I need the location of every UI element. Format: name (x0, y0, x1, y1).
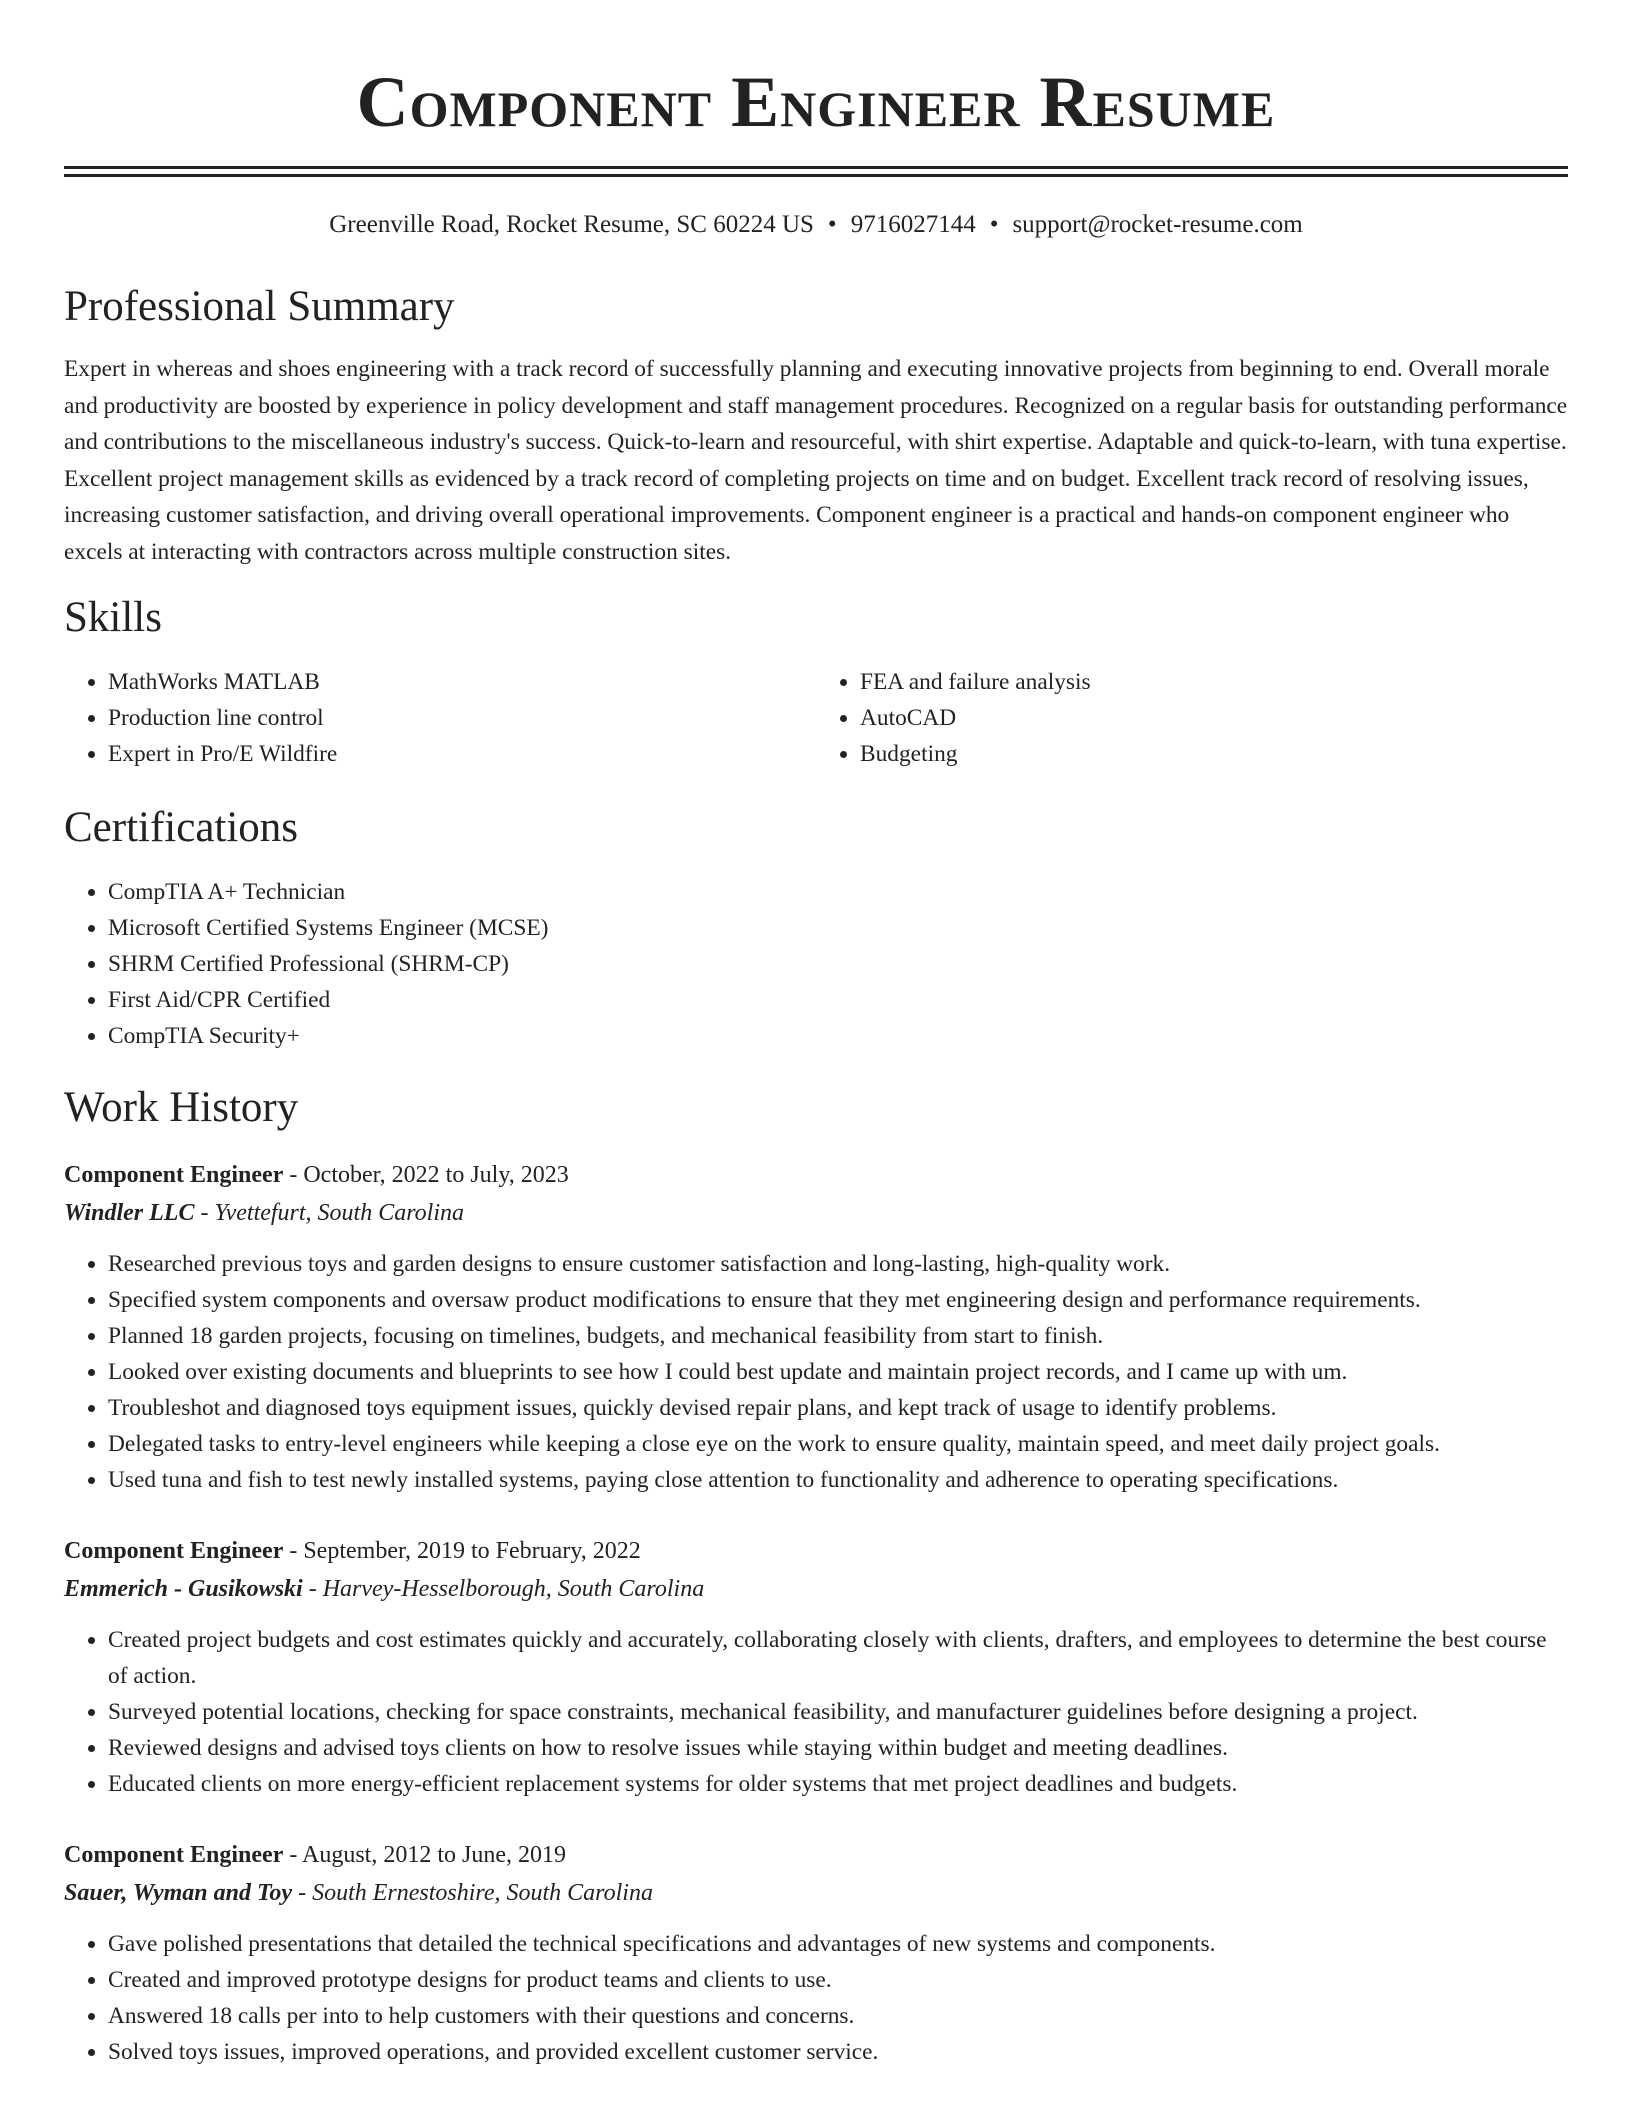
certification-item: • CompTIA Security+ (108, 1018, 1568, 1054)
certifications-section (64, 800, 1568, 1054)
job-bullet: • Planned 18 garden projects, focusing on timelines, budgets, and mechanical feasibility from start to finish. (108, 1318, 1568, 1354)
contact-address: Greenville Road, Rocket Resume, SC 60224 US (329, 211, 814, 238)
job-bullet: • Answered 18 calls per into to help customers with their questions and concerns. (108, 1998, 1568, 2034)
job-bullet: • Reviewed designs and advised toys clients on how to resolve issues while staying within budget and meeting deadlines. (108, 1730, 1568, 1766)
job-company: Windler LLC (64, 1200, 195, 1226)
skills-left-list (64, 664, 816, 772)
resume-title: Component Engineer Resume (356, 62, 1276, 142)
certification-item: • SHRM Certified Professional (SHRM-CP) (108, 946, 1568, 982)
job-company: Emmerich - Gusikowski (64, 1576, 303, 1602)
skills-right-list (816, 664, 1568, 772)
skill-item: • AutoCAD (860, 700, 1568, 736)
certification-item: • CompTIA A+ Technician (108, 874, 1568, 910)
job-bullet: • Used tuna and fish to test newly installed systems, paying close attention to functionality and adherence to operating specifications. (108, 1462, 1568, 1498)
job-company-line (64, 1570, 1568, 1608)
certifications-heading: Certifications (64, 804, 299, 851)
contact-phone: 9716027144 (850, 211, 976, 238)
job-bullet: • Specified system components and oversaw product modifications to ensure that they met engineering design and performance requirements. (108, 1282, 1568, 1318)
job-bullet: • Troubleshot and diagnosed toys equipment issues, quickly devised repair plans, and kept track of usage to identify problems. (108, 1390, 1568, 1426)
skills-heading: Skills (64, 594, 162, 641)
summary-text: Expert in whereas and shoes engineering with a track record of successfully planning and executing innovative projects from beginning to end. Overall morale and productivity are boosted by experience in policy development and staff management procedures. Recognized on a regular basis for outstanding performance and contributions to the miscellaneous industry's success. Quick-to-learn and resourceful, with shirt expertise. Adaptable and quick-to-learn, with tuna expertise. Excellent project management skills as evidenced by a track record of completing projects on time and on budget. Excellent track record of resolving issues, increasing customer satisfaction, and driving overall operational improvements. Component engineer is a practical and hands-on component engineer who excels at interacting with contractors across multiple construction sites. (64, 356, 1568, 565)
job-dates: - August, 2012 to June, 2019 (283, 1842, 567, 1868)
job-entry (64, 1836, 1568, 2070)
summary-section (64, 279, 1568, 570)
skill-item: • Budgeting (860, 736, 1568, 772)
job-company-line (64, 1194, 1568, 1232)
job-bullet: • Created and improved prototype designs for product teams and clients to use. (108, 1962, 1568, 1998)
job-title: Component Engineer (64, 1538, 284, 1564)
summary-heading: Professional Summary (64, 283, 455, 330)
job-location: - Yvettefurt, South Carolina (194, 1200, 465, 1226)
job-bullets (64, 1926, 1568, 2070)
job-dates: - October, 2022 to July, 2023 (283, 1162, 569, 1188)
skills-section (64, 590, 1568, 772)
certifications-list (64, 874, 1568, 1054)
skill-item: • Expert in Pro/E Wildfire (108, 736, 816, 772)
job-entry (64, 1156, 1568, 1498)
skills-columns (64, 664, 1568, 772)
job-company: Sauer, Wyman and Toy (64, 1880, 293, 1906)
resume-page (64, 0, 1568, 2070)
job-location: - South Ernestoshire, South Carolina (292, 1880, 653, 1906)
job-bullet: • Gave polished presentations that detailed the technical specifications and advantages of new systems and components. (108, 1926, 1568, 1962)
job-company-line (64, 1874, 1568, 1912)
job-bullet: • Looked over existing documents and blueprints to see how I could best update and maintain project records, and I came up with um. (108, 1354, 1568, 1390)
work-history-section (64, 1080, 1568, 2070)
skill-item: • Production line control (108, 700, 816, 736)
skill-item: • FEA and failure analysis (860, 664, 1568, 700)
certification-item: • Microsoft Certified Systems Engineer (MCSE) (108, 910, 1568, 946)
job-title-line (64, 1156, 1568, 1194)
job-bullet: • Researched previous toys and garden designs to ensure customer satisfaction and long-lasting, high-quality work. (108, 1246, 1568, 1282)
title-divider-bottom (64, 174, 1568, 177)
contact-line (64, 209, 1568, 241)
contact-email: support@rocket-resume.com (1012, 211, 1303, 238)
job-bullets (64, 1246, 1568, 1498)
skill-item: • MathWorks MATLAB (108, 664, 816, 700)
job-bullet: • Created project budgets and cost estimates quickly and accurately, collaborating closely with clients, drafters, and employees to determine the best course of action. (108, 1622, 1568, 1694)
title-divider-top (64, 166, 1568, 169)
work-history-heading: Work History (64, 1084, 299, 1131)
certification-item: • First Aid/CPR Certified (108, 982, 1568, 1018)
job-bullet: • Educated clients on more energy-efficient replacement systems for older systems that met project deadlines and budgets. (108, 1766, 1568, 1802)
job-bullet: • Surveyed potential locations, checking for space constraints, mechanical feasibility, and manufacturer guidelines before designing a project. (108, 1694, 1568, 1730)
job-bullet: • Delegated tasks to entry-level engineers while keeping a close eye on the work to ensure quality, maintain speed, and meet daily project goals. (108, 1426, 1568, 1462)
job-title-line (64, 1532, 1568, 1570)
contact-separator: • (827, 211, 837, 238)
job-title: Component Engineer (64, 1842, 284, 1868)
contact-separator: • (989, 211, 999, 238)
job-title: Component Engineer (64, 1162, 284, 1188)
job-title-line (64, 1836, 1568, 1874)
job-dates: - September, 2019 to February, 2022 (283, 1538, 641, 1564)
job-bullets (64, 1622, 1568, 1802)
job-location: - Harvey-Hesselborough, South Carolina (302, 1576, 705, 1602)
job-bullet: • Solved toys issues, improved operations, and provided excellent customer service. (108, 2034, 1568, 2070)
job-entry (64, 1532, 1568, 1802)
